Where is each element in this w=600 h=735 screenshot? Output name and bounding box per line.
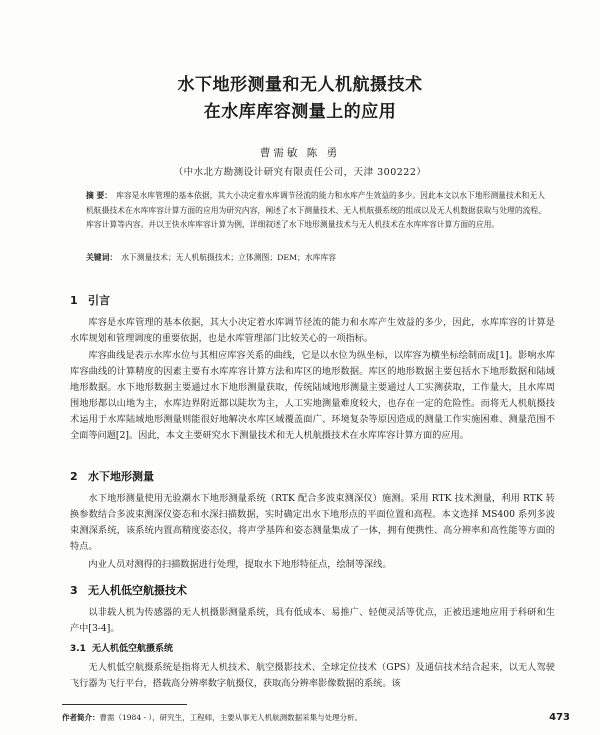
abstract-label: 摘 要： xyxy=(86,191,113,200)
subsection-3-1-heading xyxy=(70,641,173,654)
abstract xyxy=(86,189,546,233)
subsection-title: 无人机低空航摄系统 xyxy=(92,644,174,654)
section-3-paragraph-1: 以非载人机为传感器的无人机摄影测量系统，具有低成本、易推广、轻便灵活等优点，正被迅速地应用于科研和生产中[3-4]。 xyxy=(70,607,555,634)
footnote-label: 作者简介： xyxy=(62,713,100,722)
section-2-paragraph-1: 水下地形测量使用无验潮水下地形测量系统（RTK 配合多波束测深仪）施测。采用 RTK 技术测量，利用 RTK 转换参数结合多波束测深仪姿态和水深扫描数据，实时确定出水下地形点的平面位置和高程。本文选择 MS400 系列多波束测深系统，该系统内置高精度姿态仪，将声学基阵和姿态测量集成了一体，拥有便携性、高分辨率和高性能等方面的特点。 xyxy=(70,493,555,552)
affiliation: （中水北方勘测设计研究有限责任公司，天津 300222） xyxy=(173,167,427,178)
section-3-heading xyxy=(70,582,187,598)
section-1-heading xyxy=(70,292,110,308)
section-title: 引言 xyxy=(88,294,110,307)
section-title: 无人机低空航摄技术 xyxy=(88,584,187,597)
subsection-number: 3.1 xyxy=(70,644,86,654)
section-1-paragraph-2: 库容曲线是表示水库水位与其相应库容关系的曲线，它是以水位为纵坐标，以库容为横坐标绘制而成[1]。影响水库库容曲线的计算精度的因素主要有水库库容计算方法和库区的地形数据。库区的地形数据主要包括水下地形数据和陆域地形数据。水下地形数据主要通过水下地形测量获取，传统陆域地形测量主要通过人工实测获取，工作量大，且水库周围地形都以山地为主，水库边界附近都以陡坎为主，人工实地测量难度较大，也存在一定的危险性。而将无人机航摄技术运用于水库陆域地形测量则能很好地解决水库区域覆盖面广、环境复杂等原因造成的测量工作实施困难、测量范围不全面等问题[2]。因此，本文主要研究水下测量技术和无人机航摄技术在水库库容计算方面的应用。 xyxy=(70,350,555,441)
paper-title-line2: 在水库库容测量上的应用 xyxy=(203,102,397,122)
section-number: 3 xyxy=(70,584,78,597)
footnote-text: 曹需（1984 - ），研究生，工程师，主要从事无人机航测数据采集与处理分析。 xyxy=(99,713,363,722)
subsection-3-1-paragraph-1: 无人机低空航摄系统是指将无人机技术、航空摄影技术、全球定位技术（GPS）及通信技术结合起来，以无人驾驶飞行器为飞行平台，搭载高分辨率数字航摄仪，获取高分辨率影像数据的系统。该 xyxy=(70,662,555,689)
page-number: 473 xyxy=(549,712,570,723)
section-1-paragraph-1: 库容是水库管理的基本依据，其大小决定着水库调节径流的能力和水库产生效益的多少，因此，水库库容的计算是水库规划和管理调度的重要依据，也是水库管理部门比较关心的一项指标。 xyxy=(70,317,555,344)
keywords-label: 关键词： xyxy=(86,253,118,262)
section-number: 1 xyxy=(70,294,78,307)
footnote xyxy=(62,712,362,723)
section-2-paragraph-2: 内业人员对测得的扫描数据进行处理，提取水下地形特征点，绘制等深线。 xyxy=(88,559,392,570)
authors: 曹需敏 陈 勇 xyxy=(259,147,341,159)
keywords-text: 水下测量技术；无人机航摄技术；立体测图；DEM；水库库容 xyxy=(121,253,337,262)
footnote-divider xyxy=(62,704,187,705)
keywords xyxy=(86,251,546,265)
abstract-text: 库容是水库管理的基本依据，其大小决定着水库调节径流的能力和水库产生效益的多少。因此本文以水下地形测量技术和无人机航摄技术在水库库容计算方面的应用为研究内容，阐述了水下测量技术、无人机航摄系统的组成以及无人机数据获取与处理的流程、库容计算等内容。并以王快水库库容计算为例，详细叙述了水下地形测量技术与无人机技术在水库库容计算方面的应用。 xyxy=(86,191,547,229)
section-title: 水下地形测量 xyxy=(88,470,154,483)
section-number: 2 xyxy=(70,470,78,483)
paper-title-line1: 水下地形测量和无人机航摄技术 xyxy=(177,75,423,95)
section-2-heading xyxy=(70,468,154,484)
